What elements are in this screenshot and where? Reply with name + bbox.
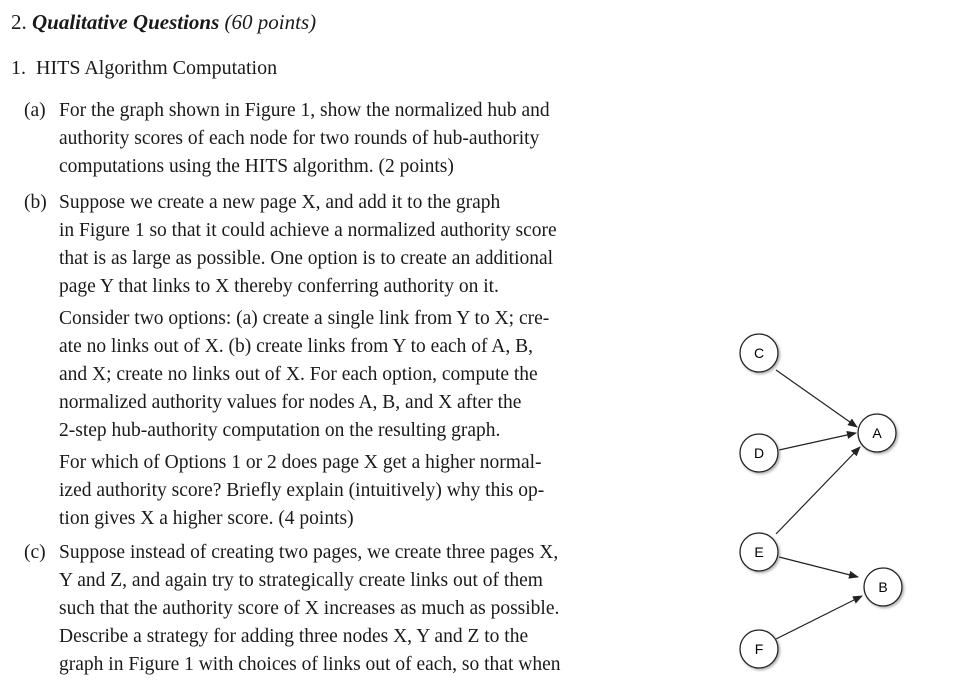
edge-e-a xyxy=(776,447,860,534)
node-label: D xyxy=(753,445,765,461)
question-text-line: Suppose we create a new page X, and add it to the graph xyxy=(59,192,501,213)
section-number: 2. xyxy=(11,10,27,34)
section-heading xyxy=(11,10,316,35)
graph-figure xyxy=(720,320,953,695)
question-text-line: such that the authority score of X increases as much as possible. xyxy=(59,598,560,619)
question-text-line: Suppose instead of creating two pages, we create three pages X, xyxy=(59,542,559,563)
graph-node-d xyxy=(740,434,778,472)
node-label: F xyxy=(754,641,764,657)
question-text-line: normalized authority values for nodes A, B, and X after the xyxy=(59,392,522,413)
question-text-line: that is as large as possible. One option is to create an additional xyxy=(59,248,554,269)
question-text-line: authority scores of each node for two rounds of hub-authority xyxy=(59,128,540,149)
graph-node-b xyxy=(864,568,902,606)
question-text-line: computations using the HITS algorithm. (2 points) xyxy=(59,156,454,177)
question-text-line: ate no links out of X. (b) create links from Y to each of A, B, xyxy=(59,336,534,357)
section-points: (60 points) xyxy=(224,10,317,34)
node-label: C xyxy=(753,345,765,361)
node-label: E xyxy=(754,544,764,560)
subsection-heading xyxy=(11,57,277,80)
section-title: Qualitative Questions xyxy=(32,10,220,34)
question-label: (b) xyxy=(24,192,47,213)
question-text-line: For which of Options 1 or 2 does page X get a higher normal- xyxy=(59,452,542,473)
graph-node-c xyxy=(740,334,778,372)
question-text-line: and X; create no links out of X. For each option, compute the xyxy=(59,364,538,385)
graph-node-f xyxy=(740,630,778,668)
question-text-line: Consider two options: (a) create a single link from Y to X; cre- xyxy=(59,308,550,329)
edge-f-b xyxy=(776,596,862,639)
question-text-line: ized authority score? Briefly explain (intuitively) why this op- xyxy=(59,480,545,501)
question-text-line: tion gives X a higher score. (4 points) xyxy=(59,508,354,529)
edge-d-a xyxy=(779,433,856,450)
graph-node-a xyxy=(858,414,896,452)
question-label: (a) xyxy=(24,100,46,121)
question-text-line: Describe a strategy for adding three nodes X, Y and Z to the xyxy=(59,626,529,647)
question-label: (c) xyxy=(24,542,46,563)
question-text-line: For the graph shown in Figure 1, show the normalized hub and xyxy=(59,100,550,121)
node-label: B xyxy=(878,579,888,595)
question-text-line: graph in Figure 1 with choices of links out of each, so that when xyxy=(59,654,561,675)
graph-node-e xyxy=(740,533,778,571)
question-text-line: Y and Z, and again try to strategically create links out of them xyxy=(59,570,543,591)
edge-c-a xyxy=(776,370,857,427)
question-text-line: 2-step hub-authority computation on the resulting graph. xyxy=(59,420,501,441)
subsection-number: 1. xyxy=(11,57,26,79)
edge-e-b xyxy=(779,557,858,577)
node-label: A xyxy=(872,425,882,441)
question-text-line: page Y that links to X thereby conferring authority on it. xyxy=(59,276,499,297)
subsection-title: HITS Algorithm Computation xyxy=(36,57,278,79)
question-text-line: in Figure 1 so that it could achieve a normalized authority score xyxy=(59,220,557,241)
